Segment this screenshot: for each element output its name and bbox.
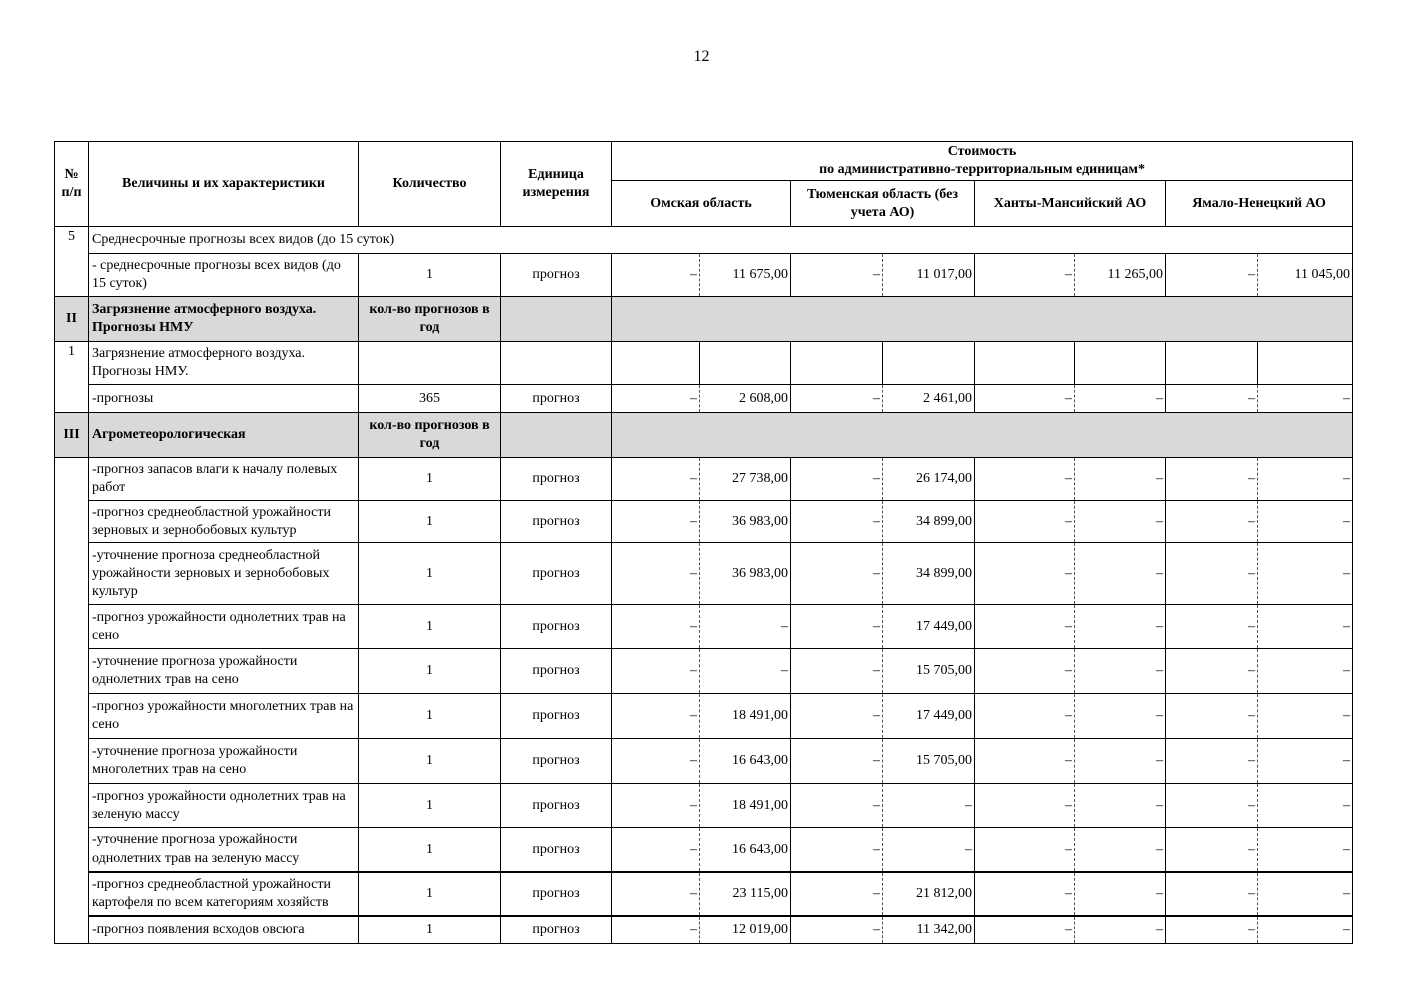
row-unit: прогноз: [501, 385, 612, 413]
table-row: [55, 694, 1353, 739]
section5-title-row: [55, 227, 1353, 254]
cell-value: –: [1166, 872, 1258, 916]
row-qty: 1: [359, 694, 501, 739]
cell-value: –: [1075, 543, 1166, 605]
row-qty: 1: [359, 784, 501, 828]
cell-value: 16 643,00: [700, 739, 791, 784]
cell-value: 15 705,00: [883, 739, 975, 784]
row-unit: прогноз: [501, 872, 612, 916]
table-row: [55, 828, 1353, 872]
section2-item-name: Загрязнение атмосферного воздуха. Прогнозы НМУ.: [89, 342, 359, 385]
cell-value: 36 983,00: [700, 543, 791, 605]
table-row: [55, 784, 1353, 828]
cell-value: 27 738,00: [700, 458, 791, 501]
cell-value: –: [1075, 872, 1166, 916]
cell-value: 34 899,00: [883, 501, 975, 543]
row-name: -прогнозы: [89, 385, 359, 413]
row-qty: 1: [359, 828, 501, 872]
row-unit: прогноз: [501, 501, 612, 543]
section3-qty-label: кол-во прогнозов в год: [359, 413, 501, 458]
header-region-omsk: Омская область: [612, 181, 791, 227]
row-name: -прогноз урожайности однолетних трав на сено: [89, 605, 359, 649]
cell-value: 17 449,00: [883, 694, 975, 739]
cell-value: –: [791, 872, 883, 916]
row-name: -прогноз среднеобластной урожайности зерновых и зернобобовых культур: [89, 501, 359, 543]
row-num: [55, 458, 89, 501]
row-unit: прогноз: [501, 828, 612, 872]
row-qty: 1: [359, 872, 501, 916]
header-qty: Количество: [359, 142, 501, 227]
row-num: [55, 543, 89, 605]
cell-value: 11 675,00: [700, 254, 791, 297]
section2-header-row: [55, 297, 1353, 342]
section2-item-num: 1: [55, 342, 89, 413]
empty-cell: [883, 342, 975, 385]
cell-value: –: [1075, 784, 1166, 828]
cell-value: –: [975, 605, 1075, 649]
cell-value: –: [700, 649, 791, 694]
cell-value: –: [1258, 501, 1353, 543]
cell-value: –: [1075, 458, 1166, 501]
header-name: Величины и их характеристики: [89, 142, 359, 227]
row-qty: 1: [359, 649, 501, 694]
cell-value: 11 045,00: [1258, 254, 1353, 297]
row-num: [55, 872, 89, 916]
row-qty: 1: [359, 501, 501, 543]
cell-value: 18 491,00: [700, 694, 791, 739]
cell-value: 21 812,00: [883, 872, 975, 916]
row-unit: прогноз: [501, 254, 612, 297]
cell-value: –: [612, 784, 700, 828]
cell-value: –: [975, 694, 1075, 739]
row-unit: прогноз: [501, 605, 612, 649]
empty-cell: [501, 297, 612, 342]
cell-value: –: [612, 739, 700, 784]
row-name: -прогноз среднеобластной урожайности картофеля по всем категориям хозяйств: [89, 872, 359, 916]
row-name: -уточнение прогноза урожайности однолетних трав на зеленую массу: [89, 828, 359, 872]
cell-value: –: [791, 784, 883, 828]
cell-value: 34 899,00: [883, 543, 975, 605]
cell-value: –: [612, 916, 700, 944]
section2-item-row: [55, 342, 1353, 385]
section2-qty-label: кол-во прогнозов в год: [359, 297, 501, 342]
cell-value: –: [791, 501, 883, 543]
cell-value: –: [975, 254, 1075, 297]
row-name: - среднесрочные прогнозы всех видов (до 15 суток): [89, 254, 359, 297]
cell-value: –: [700, 605, 791, 649]
cell-value: –: [1075, 739, 1166, 784]
cell-value: –: [791, 739, 883, 784]
cell-value: 36 983,00: [700, 501, 791, 543]
row-qty: 1: [359, 458, 501, 501]
cell-value: –: [612, 254, 700, 297]
row-name: -уточнение прогноза урожайности однолетних трав на сено: [89, 649, 359, 694]
row-unit: прогноз: [501, 694, 612, 739]
cell-value: –: [612, 649, 700, 694]
cell-value: –: [1075, 916, 1166, 944]
table-row: [55, 458, 1353, 501]
cell-value: –: [975, 385, 1075, 413]
cell-value: 18 491,00: [700, 784, 791, 828]
cell-value: –: [1258, 458, 1353, 501]
cell-value: –: [1166, 254, 1258, 297]
empty-cell: [612, 342, 700, 385]
cell-value: –: [791, 828, 883, 872]
table-row: [55, 254, 1353, 297]
empty-cell: [1075, 342, 1166, 385]
cell-value: 11 017,00: [883, 254, 975, 297]
cell-value: –: [1166, 694, 1258, 739]
cell-value: –: [1166, 828, 1258, 872]
cell-value: –: [1166, 385, 1258, 413]
header-unit: Единица измерения: [501, 142, 612, 227]
row-name: -уточнение прогноза урожайности многолетних трав на сено: [89, 739, 359, 784]
cell-value: 2 608,00: [700, 385, 791, 413]
cell-value: 15 705,00: [883, 649, 975, 694]
header-region-yanao: Ямало-Ненецкий АО: [1166, 181, 1353, 227]
cell-value: –: [612, 385, 700, 413]
header-region-tyumen: Тюменская область (без учета АО): [791, 181, 975, 227]
cell-value: 11 342,00: [883, 916, 975, 944]
row-unit: прогноз: [501, 543, 612, 605]
cell-value: 26 174,00: [883, 458, 975, 501]
row-name: -прогноз урожайности многолетних трав на сено: [89, 694, 359, 739]
cell-value: –: [1075, 694, 1166, 739]
cell-value: –: [1258, 649, 1353, 694]
row-num: [55, 739, 89, 784]
cell-value: –: [975, 739, 1075, 784]
cell-value: –: [791, 605, 883, 649]
cell-value: –: [791, 385, 883, 413]
table-row: [55, 649, 1353, 694]
row-unit: прогноз: [501, 739, 612, 784]
cell-value: –: [1258, 872, 1353, 916]
header-cost-line1: Стоимость: [947, 144, 1017, 159]
cell-value: –: [1258, 385, 1353, 413]
row-name: -прогноз урожайности однолетних трав на зеленую массу: [89, 784, 359, 828]
cost-table: [54, 141, 1353, 944]
table-row: [55, 543, 1353, 605]
cell-value: –: [1166, 458, 1258, 501]
cell-value: –: [1075, 649, 1166, 694]
cell-value: –: [1075, 828, 1166, 872]
row-qty: 1: [359, 605, 501, 649]
cell-value: –: [1166, 605, 1258, 649]
cell-value: –: [1258, 828, 1353, 872]
empty-cell: [1258, 342, 1353, 385]
section3-num: III: [55, 413, 89, 458]
cell-value: 12 019,00: [700, 916, 791, 944]
row-unit: прогноз: [501, 458, 612, 501]
table-row: [55, 916, 1353, 944]
cell-value: 16 643,00: [700, 828, 791, 872]
cell-value: –: [1258, 605, 1353, 649]
row-num: [55, 501, 89, 543]
cell-value: –: [975, 784, 1075, 828]
cell-value: –: [612, 828, 700, 872]
cell-value: –: [1075, 605, 1166, 649]
table-row: [55, 872, 1353, 916]
empty-cell: [975, 342, 1075, 385]
cell-value: –: [1166, 916, 1258, 944]
cell-value: –: [612, 543, 700, 605]
cell-value: –: [1166, 543, 1258, 605]
row-qty: 1: [359, 916, 501, 944]
cell-value: –: [612, 501, 700, 543]
header-cost-line2: по административно-территориальным единицам*: [819, 162, 1145, 178]
cell-value: –: [975, 828, 1075, 872]
cell-value: –: [1258, 694, 1353, 739]
table-row: [55, 501, 1353, 543]
cell-value: –: [791, 543, 883, 605]
empty-cell: [501, 413, 612, 458]
cell-value: –: [975, 501, 1075, 543]
cell-value: 17 449,00: [883, 605, 975, 649]
cell-value: –: [612, 458, 700, 501]
cell-value: –: [883, 828, 975, 872]
row-num: [55, 828, 89, 872]
header-region-khmao: Ханты-Мансийский АО: [975, 181, 1166, 227]
cell-value: –: [975, 458, 1075, 501]
section5-title: Среднесрочные прогнозы всех видов (до 15 суток): [89, 227, 1353, 254]
cell-value: –: [1258, 784, 1353, 828]
row-unit: прогноз: [501, 784, 612, 828]
empty-cell: [1166, 342, 1258, 385]
section5-num: 5: [55, 227, 89, 297]
cell-value: –: [975, 916, 1075, 944]
table-row: [55, 605, 1353, 649]
cell-value: 11 265,00: [1075, 254, 1166, 297]
cell-value: –: [1258, 543, 1353, 605]
cell-value: –: [791, 458, 883, 501]
empty-cell: [612, 413, 1353, 458]
section3-header-row: [55, 413, 1353, 458]
cell-value: –: [1075, 385, 1166, 413]
row-name: -уточнение прогноза среднеобластной урожайности зерновых и зернобобовых культур: [89, 543, 359, 605]
row-name: -прогноз запасов влаги к началу полевых работ: [89, 458, 359, 501]
row-unit: прогноз: [501, 916, 612, 944]
empty-cell: [700, 342, 791, 385]
cell-value: –: [1258, 739, 1353, 784]
empty-cell: [791, 342, 883, 385]
table-row: [55, 385, 1353, 413]
cell-value: –: [791, 694, 883, 739]
cell-value: –: [791, 916, 883, 944]
empty-cell: [612, 297, 1353, 342]
cell-value: –: [1166, 784, 1258, 828]
cell-value: –: [975, 872, 1075, 916]
cell-value: –: [791, 649, 883, 694]
row-num: [55, 916, 89, 944]
cell-value: –: [1075, 501, 1166, 543]
section2-title: Загрязнение атмосферного воздуха. Прогнозы НМУ: [89, 297, 359, 342]
cell-value: –: [975, 649, 1075, 694]
row-unit: прогноз: [501, 649, 612, 694]
row-qty: 1: [359, 739, 501, 784]
cell-value: 23 115,00: [700, 872, 791, 916]
cell-value: –: [1166, 739, 1258, 784]
page-number: 12: [693, 48, 710, 65]
row-num: [55, 784, 89, 828]
header-cost-group: [612, 142, 1353, 181]
row-num: [55, 649, 89, 694]
row-name: -прогноз появления всходов овсюга: [89, 916, 359, 944]
row-qty: 365: [359, 385, 501, 413]
cell-value: 2 461,00: [883, 385, 975, 413]
cell-value: –: [975, 543, 1075, 605]
cell-value: –: [1166, 501, 1258, 543]
empty-cell: [359, 342, 501, 385]
section3-title: Агрометеорологическая: [89, 413, 359, 458]
header-num: № п/п: [55, 142, 89, 227]
cell-value: –: [1166, 649, 1258, 694]
cell-value: –: [612, 694, 700, 739]
cell-value: –: [791, 254, 883, 297]
row-qty: 1: [359, 254, 501, 297]
row-num: [55, 605, 89, 649]
cell-value: –: [612, 872, 700, 916]
row-qty: 1: [359, 543, 501, 605]
cell-value: –: [883, 784, 975, 828]
row-num: [55, 694, 89, 739]
cell-value: –: [1258, 916, 1353, 944]
section2-num: II: [55, 297, 89, 342]
cell-value: –: [612, 605, 700, 649]
empty-cell: [501, 342, 612, 385]
table-row: [55, 739, 1353, 784]
